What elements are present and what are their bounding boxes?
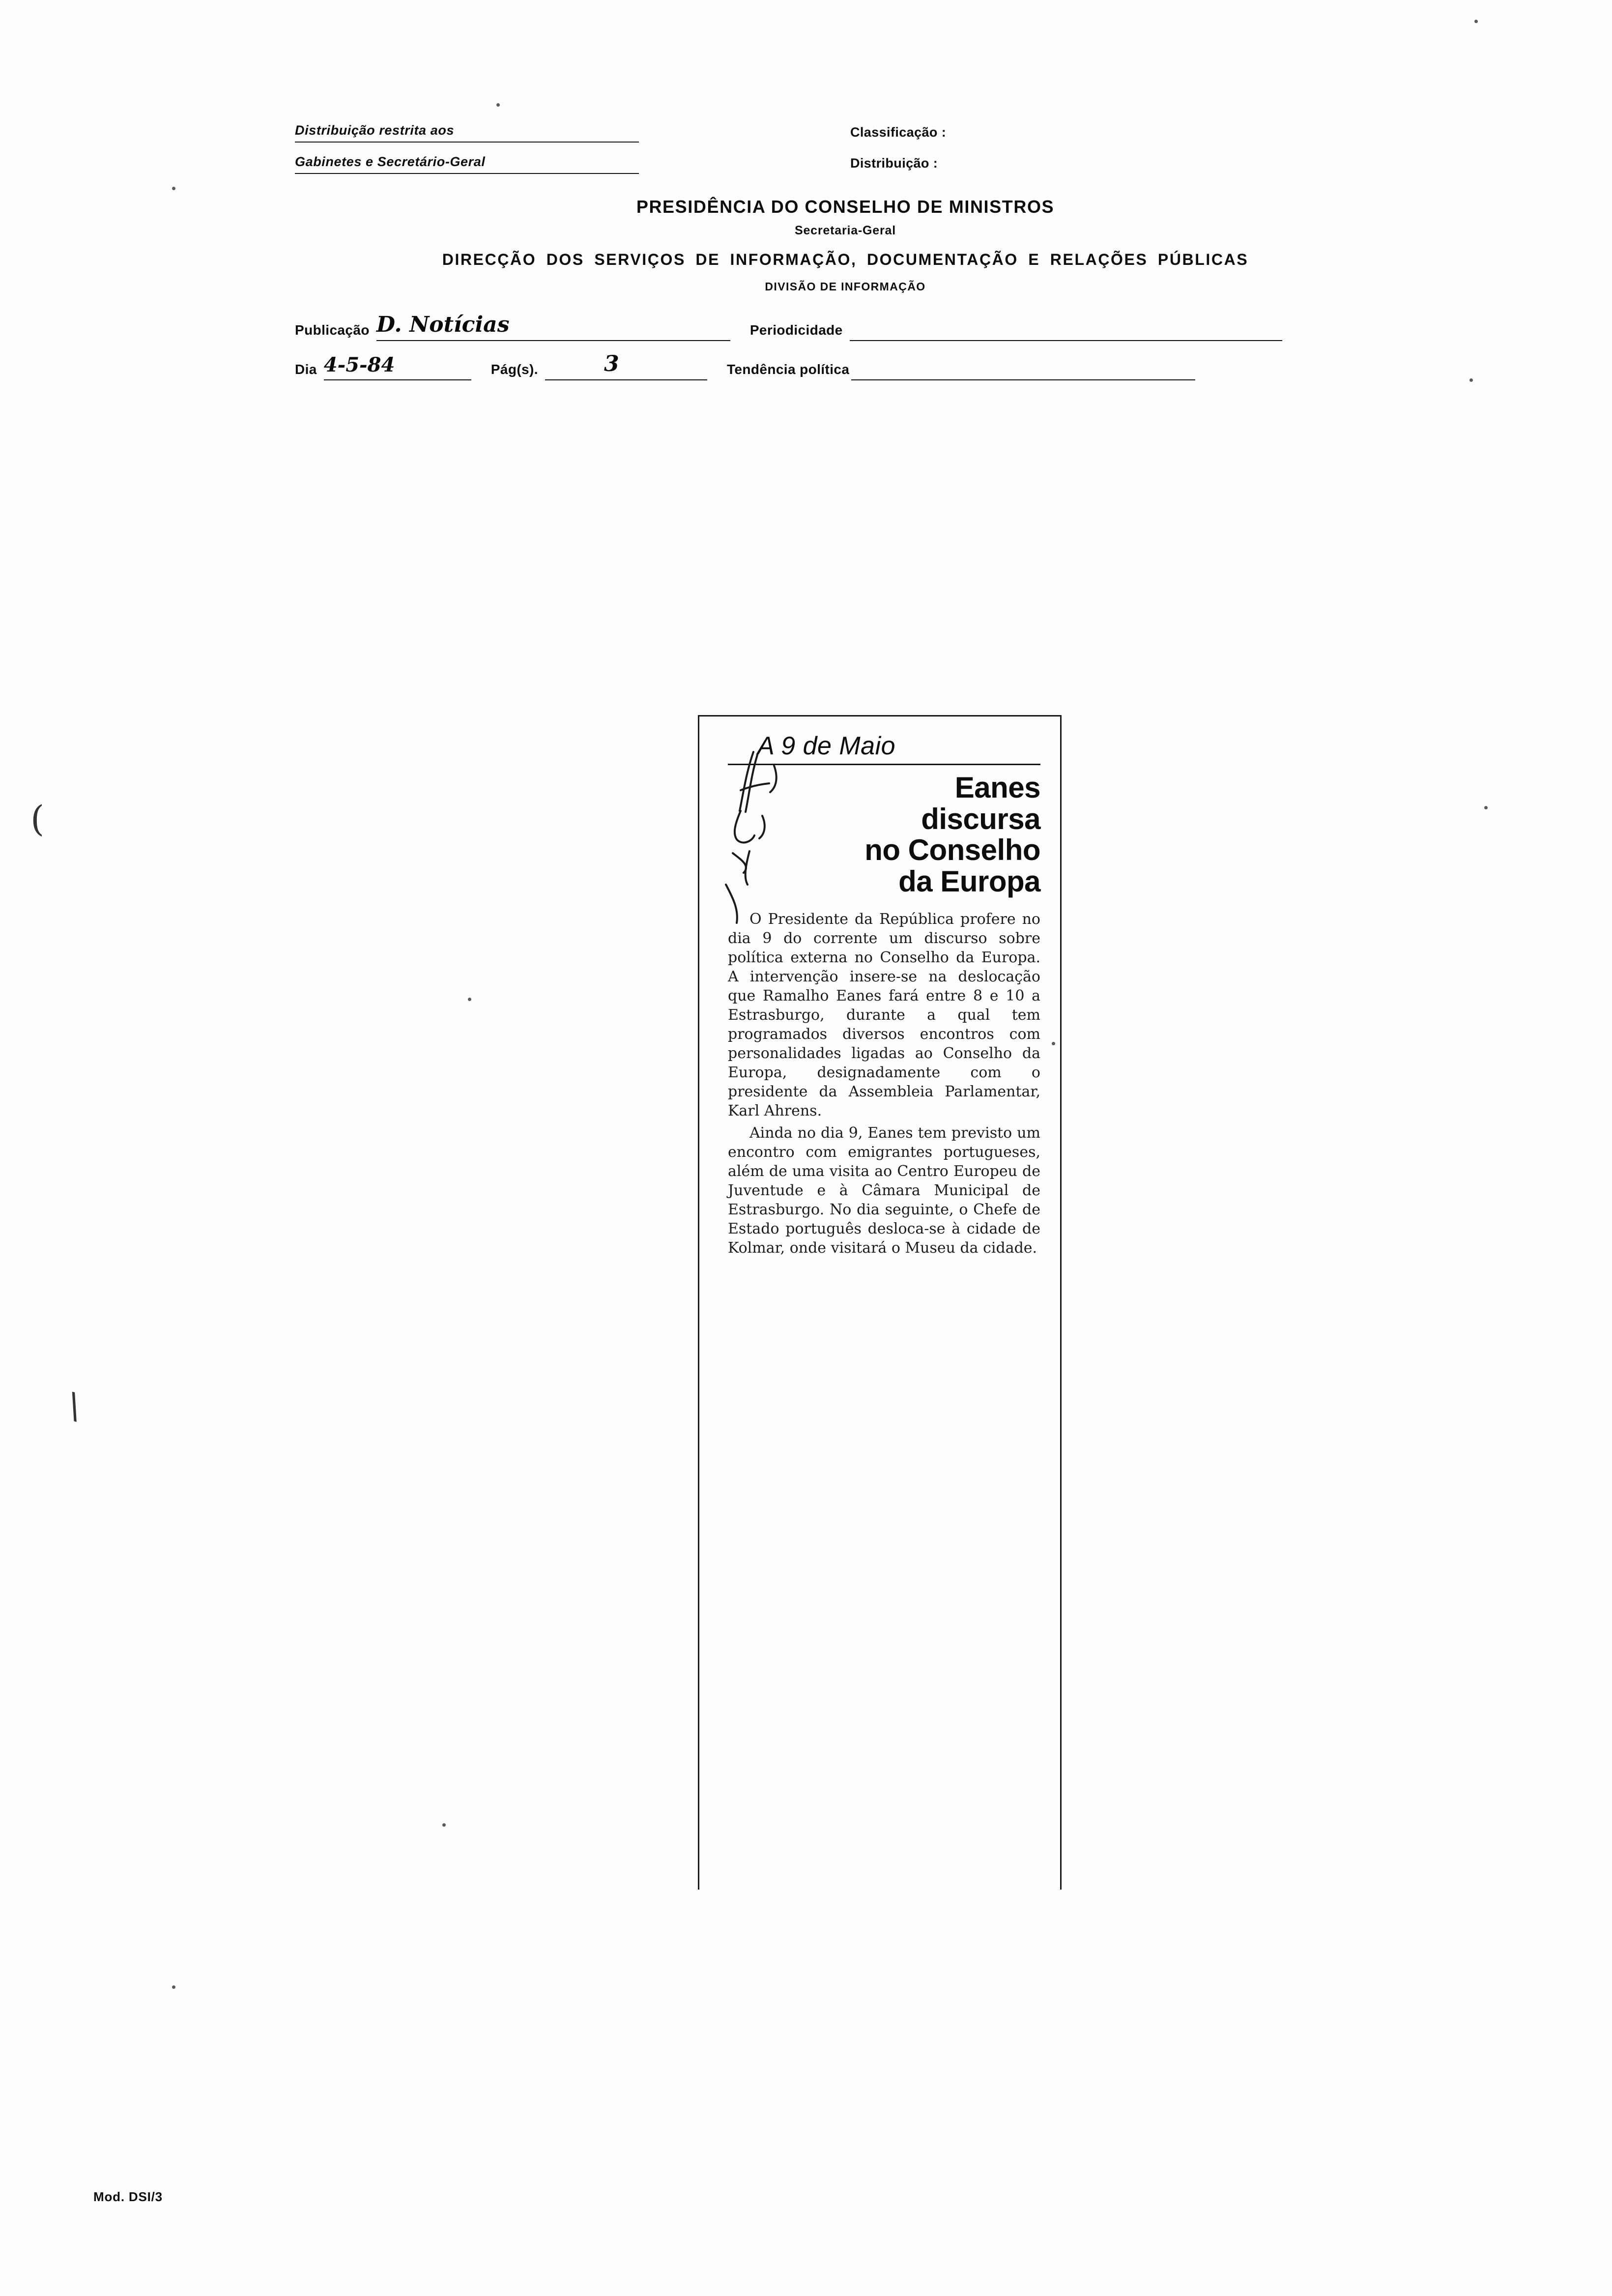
stray-dot	[442, 1823, 446, 1827]
stray-dot	[172, 187, 175, 190]
clipping-body	[728, 910, 1040, 1258]
clipping-paragraph: O Presidente da República profere no dia 9 do corrente um discurso sobre política externa no Conselho da Europa. A intervenção insere-se na deslocação que Ramalho Eanes fará entre 8 e 10 a Estrasburgo, durante a qual tem programados diversos encontros com personalidades ligadas ao Conselho da Europa, designadamente com o presidente da Assembleia Parlamentar, Karl Ahrens.	[728, 911, 1040, 1120]
headline-line-2: discursa	[921, 802, 1040, 835]
headline-line-1: Eanes	[954, 771, 1040, 804]
clipping-kicker: A 9 de Maio	[728, 731, 1040, 765]
tendency-label: Tendência política	[726, 362, 850, 377]
clipping-paragraph: Ainda no dia 9, Eanes tem previsto um encontro com emigrantes portugueses, além de uma visita ao Centro Europeu de Juventude e à Câmara Municipal de Estrasburgo. No dia seguinte, o Chefe de Estado português desloca-se à cidade de Kolmar, onde visitará o Museu da cidade.	[728, 1124, 1040, 1257]
stray-dot	[1484, 806, 1488, 809]
day-input[interactable]	[324, 354, 471, 380]
stray-dot	[1052, 1042, 1055, 1045]
restricted-line-2: Gabinetes e Secretário-Geral	[295, 154, 639, 174]
headline-line-3: no Conselho	[864, 833, 1040, 867]
distribution-label: Distribuição :	[850, 156, 938, 171]
headline-line-4: da Europa	[898, 864, 1040, 898]
tendency-input[interactable]	[851, 354, 1195, 380]
classification-label: Classificação :	[850, 125, 947, 140]
field-row-publication	[295, 312, 1396, 341]
stray-tick-mark: \	[64, 1385, 86, 1427]
periodicity-label: Periodicidade	[749, 322, 843, 338]
classification-block	[850, 125, 1293, 187]
publication-label: Publicação	[295, 322, 370, 338]
stray-dot	[172, 1985, 175, 1989]
periodicity-input[interactable]	[850, 315, 1282, 341]
day-label: Dia	[295, 362, 317, 377]
organization-direction: DIRECÇÃO DOS SERVIÇOS DE INFORMAÇÃO, DOCUMENTAÇÃO E RELAÇÕES PÚBLICAS	[442, 251, 1249, 268]
restricted-distribution-block	[295, 123, 639, 186]
stray-dot	[496, 103, 500, 107]
organization-division: DIVISÃO DE INFORMAÇÃO	[765, 280, 926, 293]
newspaper-clipping	[698, 715, 1062, 1890]
publication-input[interactable]	[376, 312, 730, 341]
organization-title: PRESIDÊNCIA DO CONSELHO DE MINISTROS	[636, 197, 1055, 217]
organization-subtitle: Secretaria-Geral	[795, 224, 896, 237]
field-row-date	[295, 351, 1396, 380]
pages-label: Pág(s).	[490, 362, 538, 377]
pages-value: 3	[604, 351, 619, 376]
stray-paren-mark: (	[30, 798, 45, 839]
stray-dot	[1474, 20, 1478, 23]
stray-dot	[468, 998, 471, 1001]
restricted-line-1: Distribuição restrita aos	[295, 123, 639, 143]
clipping-headline	[728, 772, 1040, 897]
stray-dot	[1469, 378, 1473, 382]
pages-input[interactable]	[545, 351, 707, 380]
day-value: 4-5-84	[323, 353, 395, 376]
publication-value: D. Notícias	[376, 312, 510, 337]
form-code: Mod. DSI/3	[93, 2189, 163, 2204]
